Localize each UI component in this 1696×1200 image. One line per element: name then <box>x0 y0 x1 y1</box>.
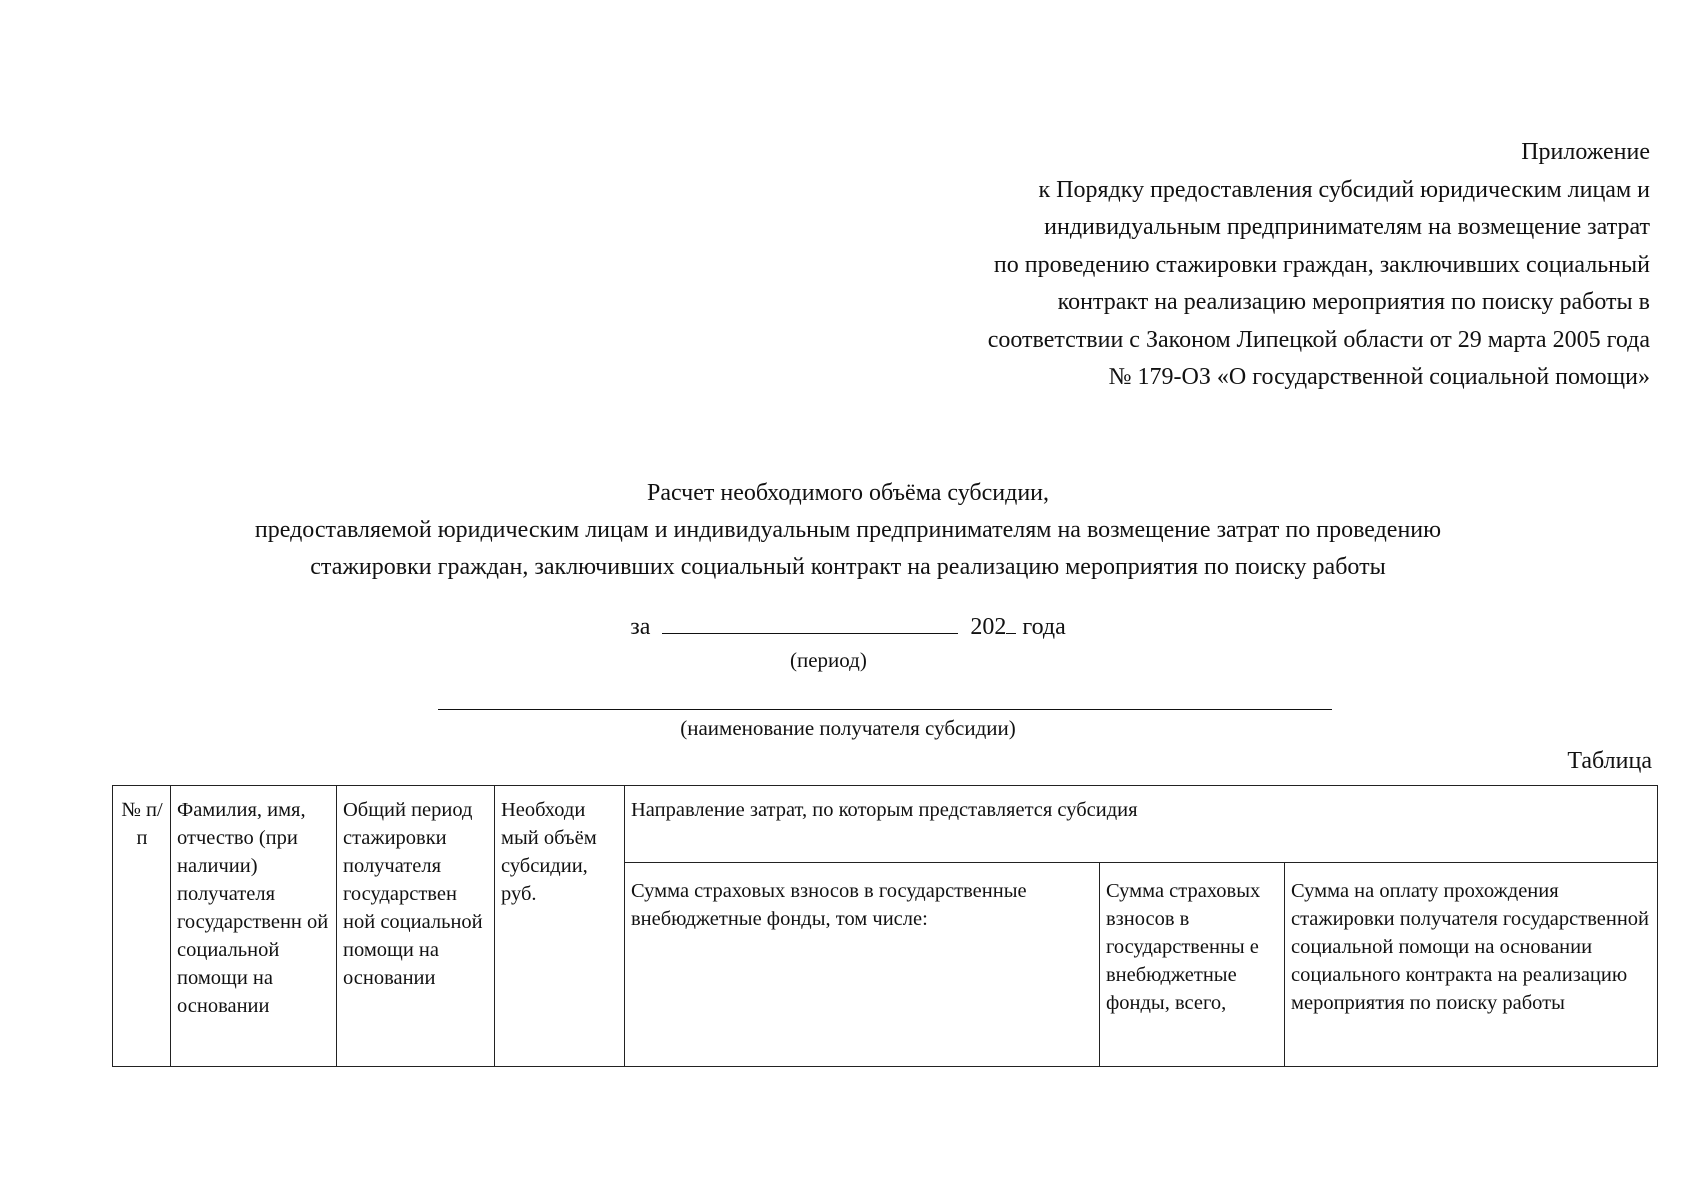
insurance-contributions-detail-header: Сумма страховых взносов в государственные внебюджетные фонды, том числе: <box>625 863 1100 1067</box>
period-caption: (период) <box>790 648 867 672</box>
document-title <box>0 475 1696 586</box>
table-label: Таблица <box>1567 748 1652 774</box>
internship-payment-header: Сумма на оплату прохождения стажировки получателя государственной социальной помощи на основании социального контракта на реализацию мероприятия по поиску работы <box>1285 863 1658 1067</box>
direction-header: Направление затрат, по которым представляется субсидия <box>625 786 1658 863</box>
table-header-row <box>113 786 1658 863</box>
appendix-line: Приложение <box>1521 139 1650 165</box>
cost-table <box>112 785 1658 1067</box>
year-digit-blank[interactable] <box>1006 611 1016 634</box>
title-line: предоставляемой юридическим лицам и индивидуальным предпринимателям на возмещение затрат по проведению <box>254 517 1442 543</box>
appendix-line: индивидуальным предпринимателям на возмещение затрат <box>1044 214 1650 240</box>
title-line: стажировки граждан, заключивших социальный контракт на реализацию мероприятия по поиску работы <box>310 554 1386 580</box>
period-line <box>0 611 1696 642</box>
recipient-caption: (наименование получателя субсидии) <box>680 716 1016 740</box>
title-line: Расчет необходимого объёма субсидии, <box>646 480 1050 506</box>
appendix-line: по проведению стажировки граждан, заключивших социальный <box>993 251 1650 278</box>
col-period-header: Общий период стажировки получателя государствен ной социальной помощи на основании <box>337 786 495 1067</box>
col-number-header: № п/п <box>113 786 171 1067</box>
appendix-line: соответствии с Законом Липецкой области от 29 марта 2005 года <box>987 326 1650 353</box>
appendix-line: к Порядку предоставления субсидий юридическим лицам и <box>1038 176 1650 203</box>
recipient-name-blank[interactable] <box>438 709 1332 710</box>
period-year-prefix: 202 <box>970 614 1007 640</box>
col-fullname-header: Фамилия, имя, отчество (при наличии) получателя государственн ой социальной помощи на основании <box>171 786 337 1067</box>
appendix-line: контракт на реализацию мероприятия по поиску работы в <box>1057 289 1650 315</box>
insurance-contributions-total-header: Сумма страховых взносов в государственны е внебюджетные фонды, всего, <box>1100 863 1285 1067</box>
period-blank[interactable] <box>662 611 958 634</box>
period-suffix: года <box>1022 614 1066 640</box>
col-amount-header: Необходи мый объём субсидии, руб. <box>495 786 625 1067</box>
appendix-header <box>750 134 1650 397</box>
period-prefix: за <box>630 614 651 640</box>
appendix-line: № 179-ОЗ «О государственной социальной помощи» <box>1108 364 1650 390</box>
